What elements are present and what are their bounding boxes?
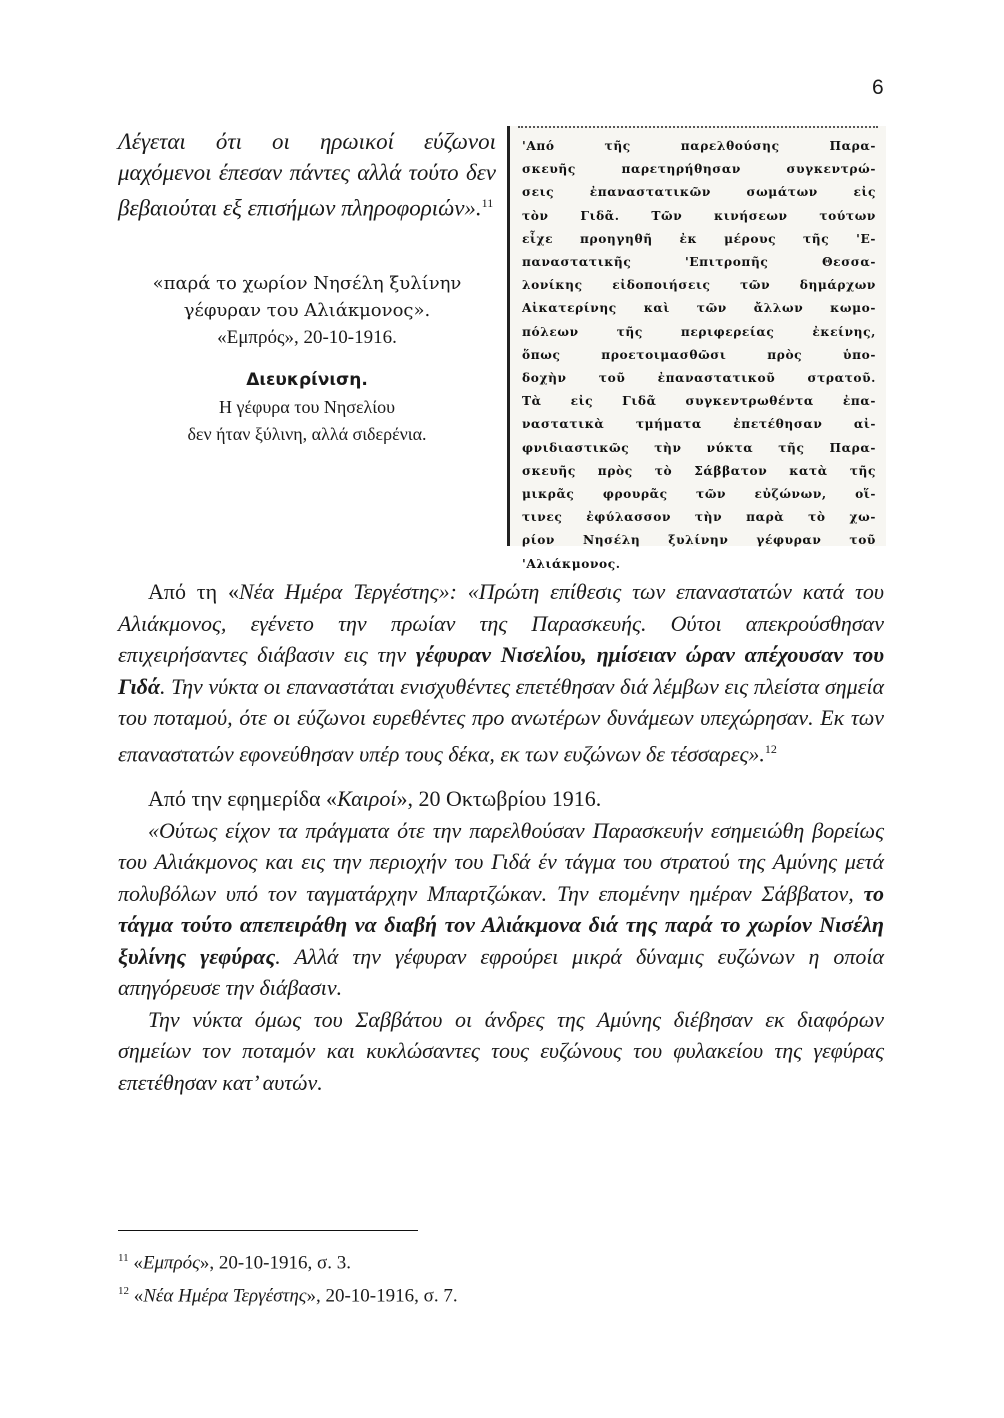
clarification-line-2: δεν ήταν ξύλινη, αλλά σιδερένια. xyxy=(187,423,427,444)
clipping-line: σκευῆς παρετηρήθησαν συγκεντρώ- xyxy=(522,162,876,177)
clipping-line: 'Αλιάκμονος. xyxy=(522,556,621,571)
clipping-line: Αἰκατερίνης καὶ τῶν ἄλλων κωμο- xyxy=(522,301,876,316)
footnote-divider xyxy=(118,1230,418,1231)
intro-quote-text: Λέγεται ότι οι ηρωικοί εύζωνοι μαχόμενοι έπεσαν πάντες αλλά τούτο δεν βεβαιούται εξ επισήμων πληροφοριών». xyxy=(118,129,496,221)
clipping-line: παναστατικῆς 'Επιτροπῆς Θεσσα- xyxy=(522,255,876,270)
footnote-number: 12 xyxy=(118,1285,129,1298)
clipping-line: σεις ἐπαναστατικῶν σωμάτων εἰς xyxy=(522,185,876,200)
para2-lead: Από την εφημερίδα « xyxy=(148,786,338,812)
caption-source: «Εμπρός», 20-10-1916. xyxy=(217,326,397,348)
footnote-number: 11 xyxy=(118,1252,129,1264)
clipping-line: λονίκης εἰδοποιήσεις τῶν δημάρχων xyxy=(522,278,876,293)
page-number: 6 xyxy=(872,76,884,99)
clipping-line: εἶχε προηγηθῆ ἐκ μέρους τῆς 'Ε- xyxy=(522,231,876,246)
body-text xyxy=(118,576,884,1098)
clarification-line-1: Η γέφυρα του Νησελίου xyxy=(218,396,396,417)
paragraph-kairoi-intro xyxy=(118,783,884,815)
footnote-quote-open: « xyxy=(133,1285,144,1307)
para3-tail: . Αλλά την γέφυραν εφρούρει μικρά δύναμις ευζώνων η οποία απηγόρευσε την διάβασιν. xyxy=(118,943,885,1001)
footnotes xyxy=(118,1244,884,1311)
clipping-line: πόλεων τῆς περιφερείας ἐκείνης, xyxy=(522,324,876,339)
footnote-ref-11: 11 xyxy=(481,196,494,210)
clipping-line: μικρᾶς φρουρᾶς τῶν εὐζώνων, οἵ- xyxy=(522,487,876,502)
para3-bold-emphasis: το τάγμα τούτο απεπειράθη να διαβή τον Αλιάκμονα διά της παρά το χωρίον Νισέλη ξυλίνης γεφύρας xyxy=(118,880,884,969)
clipping-line: τινες ἐφύλασσον τὴν παρὰ τὸ χω- xyxy=(522,510,876,525)
clipping-caption xyxy=(118,270,496,351)
footnote-11 xyxy=(118,1244,884,1277)
paragraph-nea-imera xyxy=(118,576,884,769)
newspaper-clipping xyxy=(507,126,886,571)
para1-quote-end: . Την νύκτα οι επαναστάται ενισχυθέντες επετέθησαν διά λέμβων εις πλείστα σημεία του ποταμού, ότε οι εύζωνοι ευρεθέντες προ ανωτέρων δυνάμεων υπεχώρησαν. Εκ των επαναστατών εφονεύθησαν υπέρ τους δέκα, εκ των ευζώνων δε τέσσαρες». xyxy=(118,673,884,766)
footnote-12 xyxy=(118,1277,884,1310)
paragraph-kairoi-quote xyxy=(118,815,884,1004)
footnote-title: Νέα Ημέρα Τεργέστης xyxy=(143,1285,307,1307)
clipping-torn-edge xyxy=(518,126,878,133)
clipping-line: ὅπως προετοιμασθῶσι πρὸς ὑπο- xyxy=(522,347,876,362)
para1-lead: Από τη « xyxy=(148,579,239,604)
clipping-line: ρίον Νησέλη ξυλίνην γέφυραν τοῦ xyxy=(522,533,876,548)
clipping-text xyxy=(522,135,876,576)
clipping-line: φνιδιαστικῶς τὴν νύκτα τῆς Παρα- xyxy=(522,440,876,455)
paragraph-night-attack: Την νύκτα όμως του Σαββάτου οι άνδρες της Αμύνης διέβησαν εκ διαφόρων σημείων τον ποταμόν και κυκλώσαντες τους ευζώνους του φυλακείου της γεφύρας επετέθησαν κατ’ αυτών. xyxy=(118,1006,884,1095)
para1-quote-start: »: «Πρώτη επίθεσις των επαναστατών κατά του Αλιάκμονος, εγένετο την πρωίαν της Παρασκευής. Ούτοι απεκρούσθησαν επιχειρήσαντες διάβασιν εις την xyxy=(118,579,884,667)
clipping-line: 'Από τῆς παρελθούσης Παρα- xyxy=(522,139,876,153)
clipping-line: ναστατικὰ τμήματα ἐπετέθησαν αἰ- xyxy=(522,417,876,432)
footnote-citation: », 20-10-1916, σ. 7. xyxy=(306,1285,458,1307)
footnote-title: Εμπρός xyxy=(142,1252,200,1274)
clipping-line: δοχὴν τοῦ ἐπαναστατικοῦ στρατοῦ. xyxy=(522,371,876,386)
footnote-quote-open: « xyxy=(133,1252,143,1274)
para1-paper-title: Νέα Ημέρα Τεργέστης xyxy=(238,579,439,604)
caption-title: «παρά το χωρίον Νησέλη ξυλίνην γέφυραν του Αλιάκμονος». xyxy=(152,272,462,321)
para3-lead: «Ούτως είχον τα πράγματα ότε την παρελθούσαν Παρασκευήν εσημειώθη βορείως του Αλιάκμονος και εις την περιοχήν του Γιδά έν τάγμα του στρατού της Αμύνης μετά πολυβόλων υπό τον ταγματάρχην Μπαρτζώκαν. Την επομένην ημέραν Σάββατον, xyxy=(118,817,884,906)
clarification-heading: Διευκρίνιση. xyxy=(246,369,368,390)
para2-paper-title: Καιροί xyxy=(337,786,397,812)
para1-bold-emphasis: γέφυραν Νισελίου, ημίσειαν ώραν απέχουσαν του Γιδά xyxy=(118,642,885,699)
clipping-line: Τὰ εἰς Γιδᾶ συγκεντρωθέντα ἐπα- xyxy=(522,394,876,409)
clarification-note xyxy=(118,367,496,448)
clipping-line: σκευῆς πρὸς τὸ Σάββατον κατὰ τῆς xyxy=(522,463,876,478)
left-column xyxy=(118,126,496,448)
para2-date: », 20 Οκτωβρίου 1916. xyxy=(396,786,602,812)
footnote-citation: », 20-10-1916, σ. 3. xyxy=(199,1252,351,1274)
footnote-ref-12: 12 xyxy=(764,741,777,756)
intro-quote xyxy=(118,126,496,224)
clipping-line: τὸν Γιδᾶ. Τῶν κινήσεων τούτων xyxy=(522,208,876,223)
